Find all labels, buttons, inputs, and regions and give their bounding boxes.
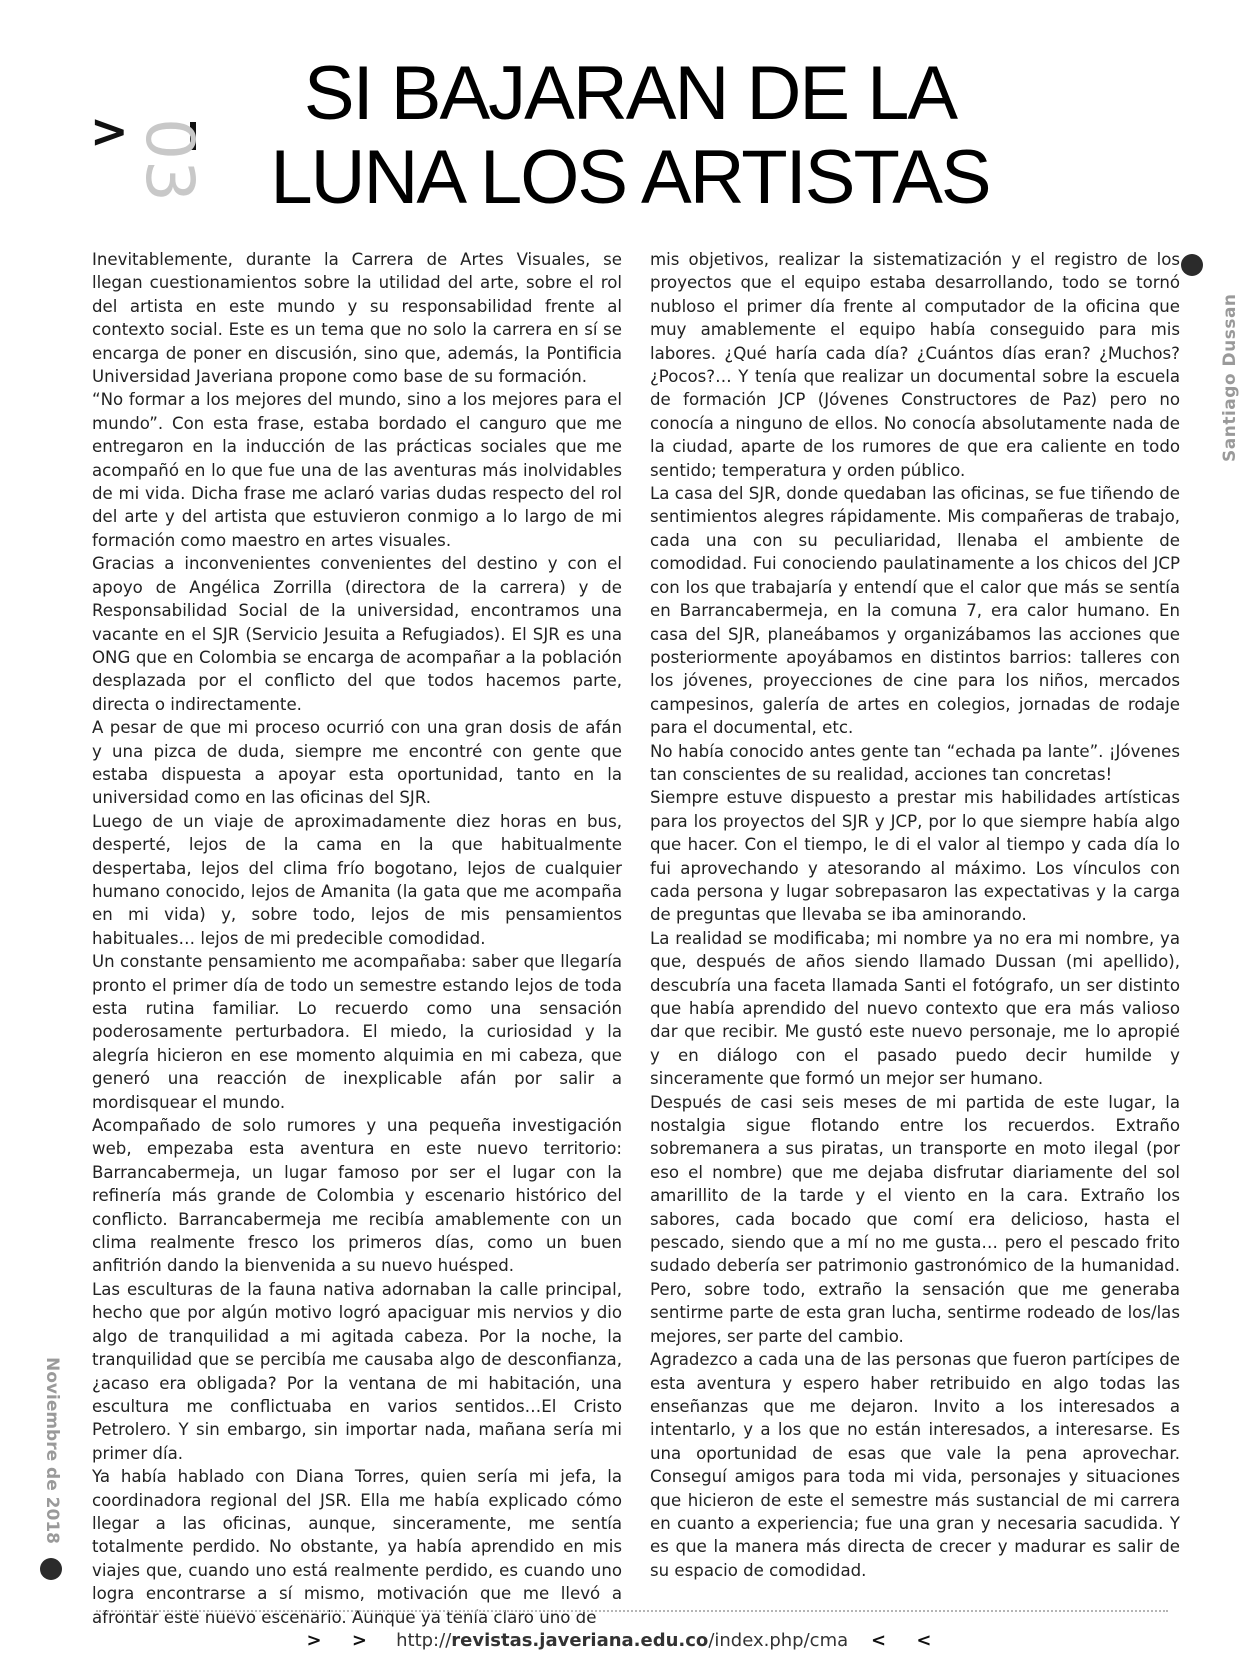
issue-date: Noviembre de 2018 bbox=[42, 1357, 62, 1544]
footer bbox=[0, 1630, 1250, 1651]
chevrons-right-icon: > > bbox=[306, 1630, 379, 1651]
chevron-right-icon: > bbox=[90, 104, 129, 158]
paragraph: Inevitablemente, durante la Carrera de Artes Visuales, se llegan cuestionamientos sobre la utilidad del arte, sobre el rol del artista en este mundo y su responsabilidad frente al contexto social. Este es un tema que no solo la carrera en sí se encarga de poner en discusión, sino que, además, la Pontificia Universidad Javeriana propone como base de su formación. bbox=[92, 250, 622, 387]
paragraph: Después de casi seis meses de mi partida de este lugar, la nostalgia sigue flotando entre los recuerdos. Extraño sobremanera a sus piratas, un transporte en moto ilegal (por eso el nombre) que me dejaba disfrutar diariamente del sol amarillito de la tarde y el viento en la cara. Extraño los sabores, cada bocado que comí era delicioso, hasta el pescado, siendo que a mí no me gusta… pero el pescado frito sudado debería ser patrimonio gastronómico de la humanidad. Pero, sobre todo, extraño la sensación que me generaba sentirme parte de esta gran lucha, sentirme rodeado de los/las mejores, ser parte del cambio. bbox=[650, 1092, 1180, 1346]
paragraph: Siempre estuve dispuesto a prestar mis habilidades artísticas para los proyectos del SJR y JCP, por lo que siempre había algo que hacer. Con el tiempo, le di el valor al tiempo y cada día lo fui aprovechando y atesorando al máximo. Los vínculos con cada persona y lugar sobrepasaron las expectativas y la carga de preguntas que llevaba se iba aminorando. bbox=[650, 788, 1180, 925]
paragraph: Un constante pensamiento me acompañaba: saber que llegaría pronto el primer día de todo un semestre estando lejos de toda esta rutina familiar. Lo recuerdo como una sensación poderosamente perturbadora. El miedo, la curiosidad y la alegría hicieron en ese momento alquimia en mi cabeza, que generó una reacción de inexplicable afán por salir a mordisquear el mundo. bbox=[92, 952, 622, 1112]
title-line-1: SI BAJARAN DE LA bbox=[303, 51, 957, 136]
url-domain: revistas.javeriana.edu.co bbox=[451, 1630, 709, 1651]
url-path: /index.php/cma bbox=[708, 1630, 849, 1651]
section-marker bbox=[90, 96, 208, 202]
paragraph: A pesar de que mi proceso ocurrió con una gran dosis de afán y una pizca de duda, siempre me encontré con gente que estaba dispuesta a apoyar esta oportunidad, tanto en la universidad como en las oficinas del SJR. bbox=[92, 718, 622, 808]
paragraph: “No formar a los mejores del mundo, sino a los mejores para el mundo”. Con esta frase, estaba bordado el canguro que me entregaron en la inducción de las prácticas sociales que me acompañó en lo que fue una de las aventuras más inolvidables de mi vida. Dicha frase me aclaró varias dudas respecto del rol del arte y del artista que estuvieron conmigo a lo largo de mi formación como maestro en artes visuales. bbox=[92, 390, 622, 550]
author-name: Santiago Dussan bbox=[1220, 293, 1240, 462]
paragraph: Las esculturas de la fauna nativa adornaban la calle principal, hecho que por algún motivo logró apaciguar mis nervios y dio algo de tranquilidad a mi agitada cabeza. Por la noche, la tranquilidad que se percibía me causaba algo de desconfianza, ¿acaso era obligada? Por la ventana de mi habitación, una escultura me conflictuaba en varios sentidos…El Cristo Petrolero. Y sin embargo, sin importar nada, mañana sería mi primer día. bbox=[92, 1279, 622, 1463]
article-title bbox=[270, 52, 990, 220]
left-column bbox=[92, 248, 622, 1629]
chevrons-left-icon: < < bbox=[871, 1630, 944, 1651]
journal-link[interactable] bbox=[396, 1630, 854, 1651]
paragraph: No había conocido antes gente tan “echada pa lante”. ¡Jóvenes tan conscientes de su realidad, acciones tan concretas! bbox=[650, 741, 1180, 784]
paragraph: La casa del SJR, donde quedaban las oficinas, se fue tiñendo de sentimientos alegres rápidamente. Mis compañeras de trabajo, cada una con su peculiaridad, llenaba el ambiente de comodidad. Fui conociendo paulatinamente a los chicos del JCP con los que trabajaría y entendí que el calor que más se sentía en Barrancabermeja, en la comuna 7, era calor humano. En casa del SJR, planeábamos y organizábamos las acciones que posteriormente apoyábamos en distintos barrios: talleres con los jóvenes, proyecciones de cine para los niños, mercados campesinos, galería de artes en colegios, jornadas de rodaje para el documental, etc. bbox=[650, 484, 1180, 738]
dotted-divider bbox=[96, 1610, 1168, 1612]
section-number: 03 bbox=[131, 118, 208, 202]
bullet-dot bbox=[40, 1558, 62, 1580]
paragraph: Luego de un viaje de aproximadamente diez horas en bus, desperté, lejos de la cama en la que habitualmente despertaba, lejos del clima frío bogotano, lejos de cualquier humano conocido, lejos de Amanita (la gata que me acompaña en mi vida) y, sobre todo, lejos de mis pensamientos habituales… lejos de mi predecible comodidad. bbox=[92, 811, 622, 948]
paragraph: Agradezco a cada una de las personas que fueron partícipes de esta aventura y espero haber retribuido en algo todas las enseñanzas que me dejaron. Invito a los interesados a intentarlo, y a los que no están interesados, a interesarse. Es una oportunidad de esas que vale la pena aprovechar. Conseguí amigos para toda mi vida, personajes y situaciones que hicieron de este el semestre más sustancial de mi carrera en cuanto a experiencia; fue una gran y necesaria sacudida. Y es que la manera más directa de crecer y madurar es salir de su espacio de comodidad. bbox=[650, 1350, 1180, 1580]
url-prefix: http:// bbox=[396, 1630, 452, 1651]
paragraph: Gracias a inconvenientes convenientes del destino y con el apoyo de Angélica Zorrilla (directora de la carrera) y de Responsabilidad Social de la universidad, encontramos una vacante en el SJR (Servicio Jesuita a Refugiados). El SJR es una ONG que en Colombia se encarga de acompañar a la población desplazada por el conflicto del que todos hacemos parte, directa o indirectamente. bbox=[92, 554, 622, 714]
paragraph: La realidad se modificaba; mi nombre ya no era mi nombre, ya que, después de años siendo llamado Dussan (mi apellido), descubría una faceta llamada Santi el fotógrafo, un ser distinto que había aprendido del nuevo contexto que era más valioso dar que recibir. Me gustó este nuevo personaje, me lo apropié y en diálogo con el pasado puedo decir humilde y sinceramente que formó un mejor ser humano. bbox=[650, 928, 1180, 1089]
paragraph: Ya había hablado con Diana Torres, quien sería mi jefa, la coordinadora regional del JSR. Ella me había explicado cómo llegar a las oficinas, aunque, sinceramente, me sentía totalmente perdido. No obstante, ya había aprendido en mis viajes que, cuando uno está realmente perdido, es cuando uno logra encontrarse a sí mismo, motivación que me llevó a afrontar este nuevo escenario. Aunque ya tenía claro uno de bbox=[92, 1467, 622, 1627]
right-column bbox=[650, 248, 1180, 1582]
title-line-2: LUNA LOS ARTISTAS bbox=[270, 135, 990, 220]
paragraph: Acompañado de solo rumores y una pequeña investigación web, empezaba esta aventura en este nuevo territorio: Barrancabermeja, un lugar famoso por ser el lugar con la refinería más grande de Colombia y escenario histórico del conflicto. Barrancabermeja me recibía amablemente con un clima realmente fresco los primeros días, como un buen anfitrión dando la bienvenida a su nuevo huésped. bbox=[92, 1116, 622, 1276]
bullet-dot bbox=[1181, 254, 1203, 276]
paragraph: mis objetivos, realizar la sistematización y el registro de los proyectos que el equipo estaba desarrollando, todo se tornó nubloso el primer día frente al computador de la oficina que muy amablemente el equipo había conseguido para mis labores. ¿Qué haría cada día? ¿Cuántos días eran? ¿Muchos? ¿Pocos?… Y tenía que realizar un documental sobre la escuela de formación JCP (Jóvenes Constructores de Paz) pero no conocía a ninguno de ellos. No conocía absolutamente nada de la ciudad, aparte de los rumores de que era caliente en todo sentido; temperatura y orden público. bbox=[650, 250, 1180, 480]
